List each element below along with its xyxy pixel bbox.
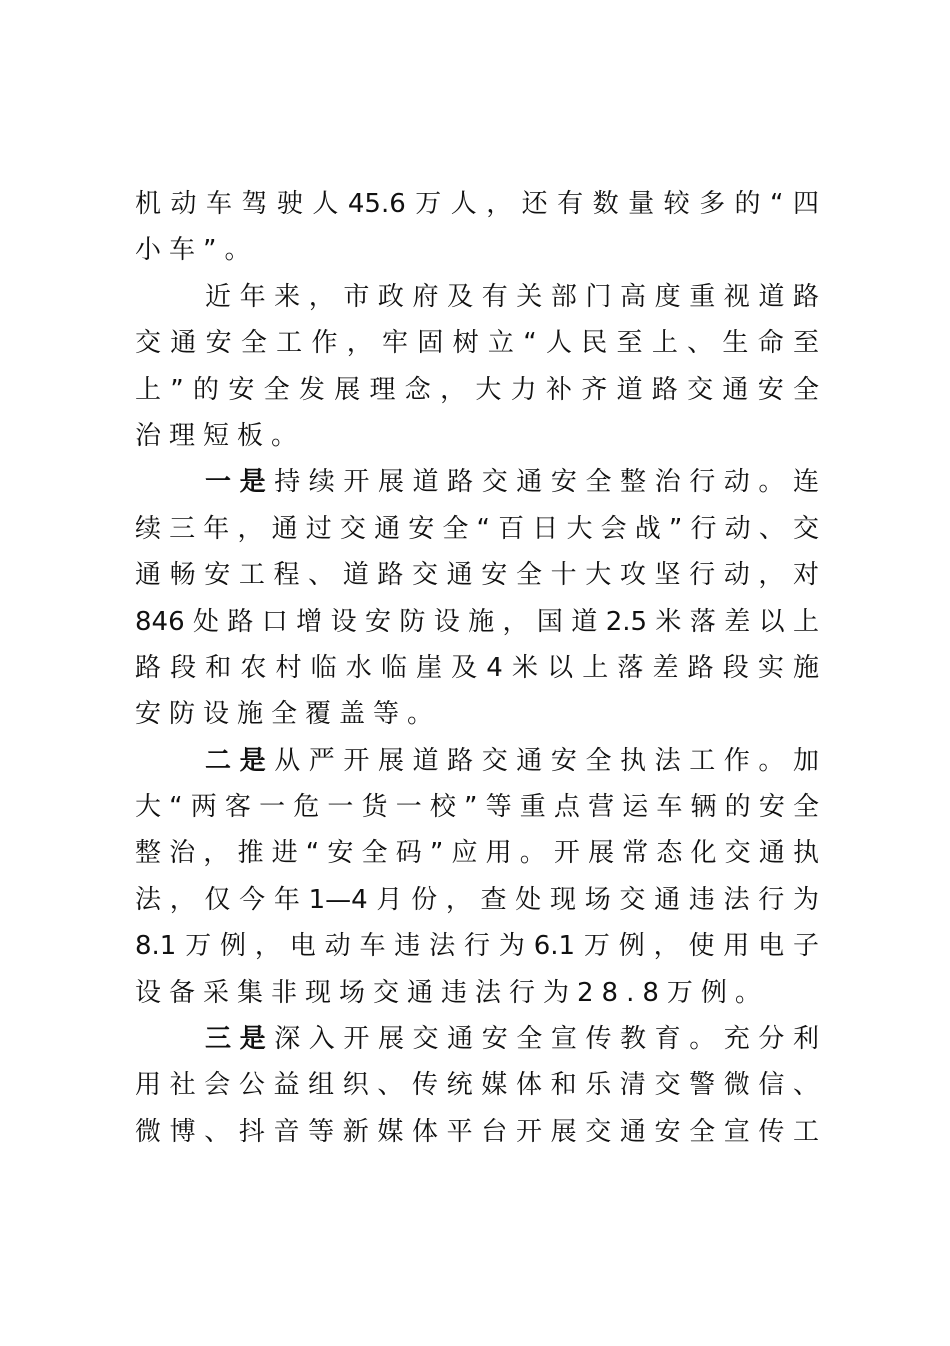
text-line: 治理短板。 [135,420,306,451]
text-span: 从严开展道路交通安全执法工作。加 [274,745,819,776]
paragraph-lead-line [135,738,819,784]
text-line: 机动车驾驶人45.6万人，还有数量较多的“四 [135,189,819,219]
text-span: 深入开展交通安全宣传教育。充分利 [274,1024,819,1055]
text-line: 通畅安工程、道路交通安全十大攻坚行动，对 [135,560,819,591]
text-line: 法，仅今年1—4月份，查处现场交通违法行为 [135,884,819,915]
text-line: 路段和农村临水临崖及4米以上落差路段实施 [135,652,819,683]
paragraph-lead-line [135,459,819,505]
text-line: 上”的安全发展理念，大力补齐道路交通安全 [135,374,819,405]
text-line: 设备采集非现场交通违法行为28.8万例。 [135,977,769,1008]
bold-lead: 二是 [205,745,275,776]
text-line: 大“两客一危一货一校”等重点营运车辆的安全 [135,792,819,823]
text-line: 续三年，通过交通安全“百日大会战”行动、交 [135,513,819,544]
bold-lead: 三是 [205,1024,275,1055]
text-line: 整治，推进“安全码”应用。开展常态化交通执 [135,838,819,869]
text-line: 微博、抖音等新媒体平台开展交通安全宣传工 [135,1116,819,1147]
paragraph-lead-line [135,1016,819,1062]
text-line: 用社会公益组织、传统媒体和乐清交警微信、 [135,1070,819,1101]
document-body [135,181,819,1155]
bold-lead: 一是 [205,467,275,498]
text-line: 交通安全工作，牢固树立“人民至上、生命至 [135,328,819,359]
text-line: 近年来，市政府及有关部门高度重视道路 [205,281,819,312]
text-line: 小车”。 [135,235,259,266]
text-line: 8.1万例，电动车违法行为6.1万例，使用电子 [135,931,819,962]
text-line: 安防设施全覆盖等。 [135,699,442,730]
text-span: 持续开展道路交通安全整治行动。连 [274,467,819,498]
text-line: 846处路口增设安防设施，国道2.5米落差以上 [135,606,819,637]
